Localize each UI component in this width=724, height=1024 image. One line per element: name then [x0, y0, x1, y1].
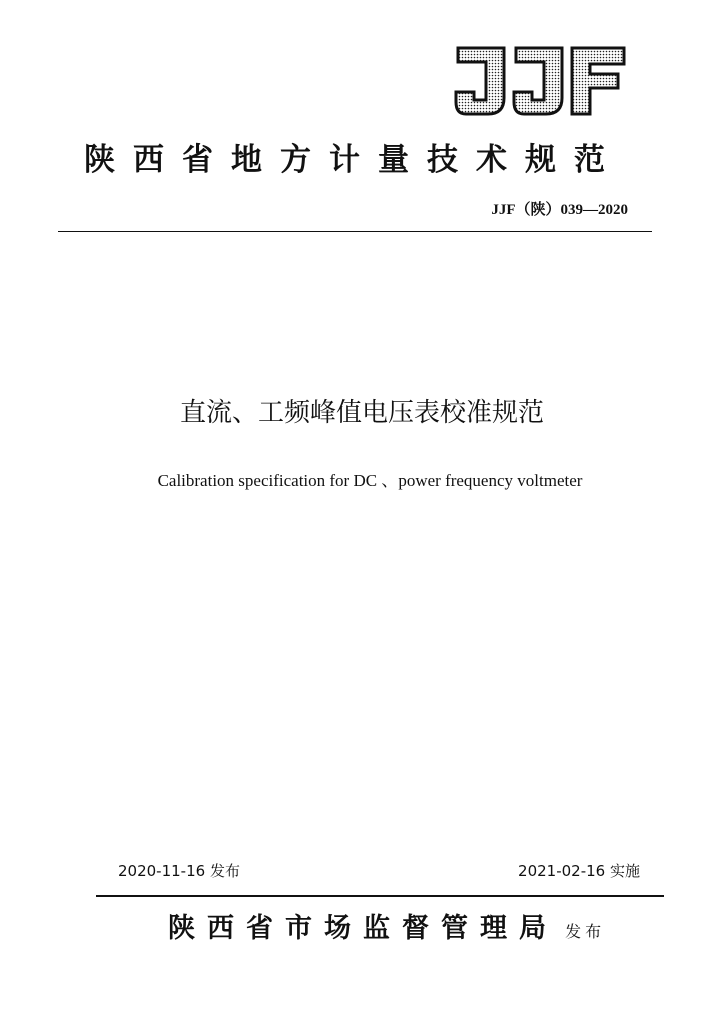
- standard-number: JJF（陕）039—2020: [491, 202, 628, 218]
- issuer-block: [168, 906, 605, 945]
- implementation-date: 2021-02-16 实施: [518, 862, 640, 880]
- top-divider: [58, 231, 652, 232]
- issuer-suffix: 发布: [565, 922, 606, 941]
- standard-category-title: 陕西省地方计量技术规范: [84, 142, 623, 178]
- jjf-logo: [452, 44, 628, 118]
- document-title-english: Calibration specification for DC 、power frequency voltmeter: [157, 471, 583, 490]
- document-title-chinese: 直流、工频峰值电压表校准规范: [179, 398, 544, 428]
- issue-date: 2020-11-16 发布: [118, 862, 240, 880]
- bottom-divider: [96, 895, 664, 897]
- issuer-name: 陕西省市场监督管理局: [168, 913, 558, 944]
